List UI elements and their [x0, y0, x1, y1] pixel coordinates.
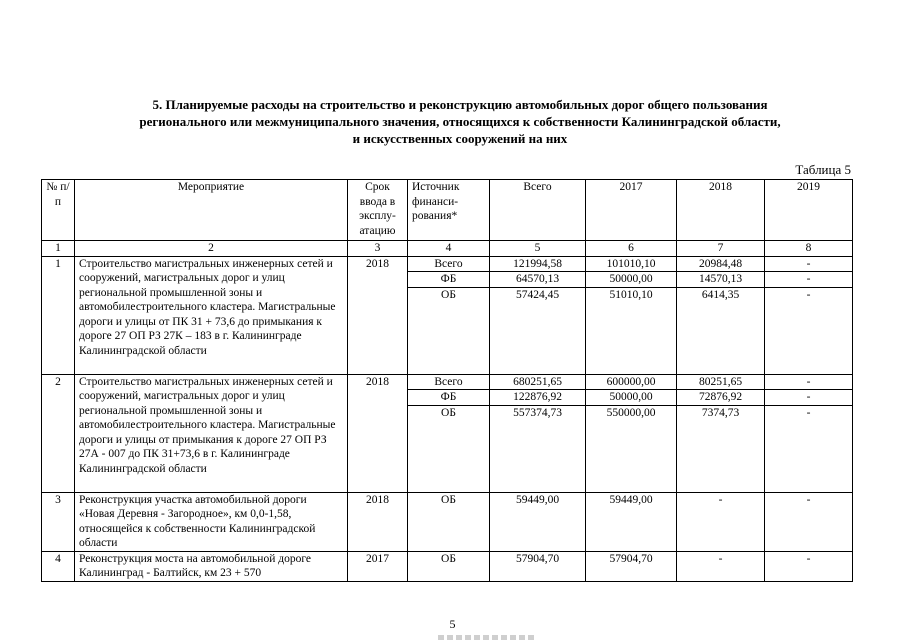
amount-2017: 600000,00: [586, 374, 677, 390]
amount-2019: -: [765, 287, 853, 374]
header-2018: 2018: [677, 180, 765, 241]
page-number: 5: [449, 617, 456, 631]
amount-total: 59449,00: [490, 492, 586, 551]
amount-2019: -: [765, 405, 853, 492]
amount-2017: 50000,00: [586, 272, 677, 288]
column-number: 5: [490, 241, 586, 257]
amount-2019: -: [765, 256, 853, 272]
amount-2017: 50000,00: [586, 390, 677, 406]
header-source: Источник финанси-рования*: [408, 180, 490, 241]
amount-total: 121994,58: [490, 256, 586, 272]
amount-2019: -: [765, 492, 853, 551]
amount-2017: 57904,70: [586, 551, 677, 581]
amount-2019: -: [765, 390, 853, 406]
table-row: [42, 492, 853, 551]
commission-year: 2018: [348, 256, 408, 374]
amount-2018: -: [677, 492, 765, 551]
funding-source: ОБ: [408, 287, 490, 374]
amount-2018: -: [677, 551, 765, 581]
funding-source: ОБ: [408, 405, 490, 492]
amount-2019: -: [765, 272, 853, 288]
amount-2018: 20984,48: [677, 256, 765, 272]
commission-year: 2017: [348, 551, 408, 581]
commission-year: 2018: [348, 374, 408, 492]
table-header-row: [42, 180, 853, 241]
heading-line-2: регионального или межмуниципального значения, относящихся к собственности Калининградской области,: [139, 114, 781, 129]
row-number: 3: [42, 492, 75, 551]
column-number: 1: [42, 241, 75, 257]
funding-source: ОБ: [408, 492, 490, 551]
expenses-table: [41, 179, 853, 582]
funding-source: Всего: [408, 256, 490, 272]
column-number: 7: [677, 241, 765, 257]
event-description: Реконструкция участка автомобильной дороги «Новая Деревня - Загородное», км 0,0-1,58, относящейся к собственности Калининградской области: [75, 492, 348, 551]
amount-2018: 14570,13: [677, 272, 765, 288]
amount-2018: 7374,73: [677, 405, 765, 492]
row-number: 1: [42, 256, 75, 374]
amount-total: 57424,45: [490, 287, 586, 374]
funding-source: ОБ: [408, 551, 490, 581]
amount-2018: 6414,35: [677, 287, 765, 374]
header-2019: 2019: [765, 180, 853, 241]
row-number: 4: [42, 551, 75, 581]
amount-2017: 101010,10: [586, 256, 677, 272]
event-description: Строительство магистральных инженерных сетей и сооружений, магистральных дорог и улиц региональной промышленной зоны и автомобилестроительного кластера. Магистральные дороги и улицы от примыкания к дороге 27 ОП РЗ 27А - 007 до ПК 31+73,6 в г. Калининграде Калининградской области: [75, 374, 348, 492]
amount-total: 680251,65: [490, 374, 586, 390]
amount-total: 122876,92: [490, 390, 586, 406]
column-number: 2: [75, 241, 348, 257]
row-number: 2: [42, 374, 75, 492]
amount-2019: -: [765, 374, 853, 390]
amount-2018: 72876,92: [677, 390, 765, 406]
event-description: Реконструкция моста на автомобильной дороге Калининград - Балтийск, км 23 + 570: [75, 551, 348, 581]
header-2017: 2017: [586, 180, 677, 241]
header-num: № п/п: [42, 180, 75, 241]
table-label: Таблица 5: [795, 162, 851, 177]
header-term: Срок ввода в эксплу-атацию: [348, 180, 408, 241]
amount-total: 557374,73: [490, 405, 586, 492]
column-number: 4: [408, 241, 490, 257]
heading-line-3: и искусственных сооружений на них: [352, 131, 568, 146]
table-row: [42, 551, 853, 581]
scan-artifact: [438, 635, 534, 640]
column-number: 3: [348, 241, 408, 257]
column-number: 6: [586, 241, 677, 257]
amount-total: 64570,13: [490, 272, 586, 288]
section-heading: [40, 96, 880, 147]
column-number: 8: [765, 241, 853, 257]
event-description: Строительство магистральных инженерных сетей и сооружений, магистральных дорог и улиц региональной промышленной зоны и автомобилестроительного кластера. Магистральные дороги и улицы от ПК 31 + 73,6 до примыкания к дороге 27 ОП РЗ 27К – 183 в г. Калининграде Калининградской области: [75, 256, 348, 374]
header-total: Всего: [490, 180, 586, 241]
amount-2018: 80251,65: [677, 374, 765, 390]
funding-source: ФБ: [408, 272, 490, 288]
amount-total: 57904,70: [490, 551, 586, 581]
amount-2017: 550000,00: [586, 405, 677, 492]
table-row: [42, 256, 853, 272]
commission-year: 2018: [348, 492, 408, 551]
funding-source: ФБ: [408, 390, 490, 406]
amount-2019: -: [765, 551, 853, 581]
amount-2017: 51010,10: [586, 287, 677, 374]
heading-line-1: 5. Планируемые расходы на строительство и реконструкцию автомобильных дорог общего пользования: [152, 97, 768, 112]
column-number-row: [42, 241, 853, 257]
header-event: Мероприятие: [75, 180, 348, 241]
table-row: [42, 374, 853, 390]
amount-2017: 59449,00: [586, 492, 677, 551]
funding-source: Всего: [408, 374, 490, 390]
